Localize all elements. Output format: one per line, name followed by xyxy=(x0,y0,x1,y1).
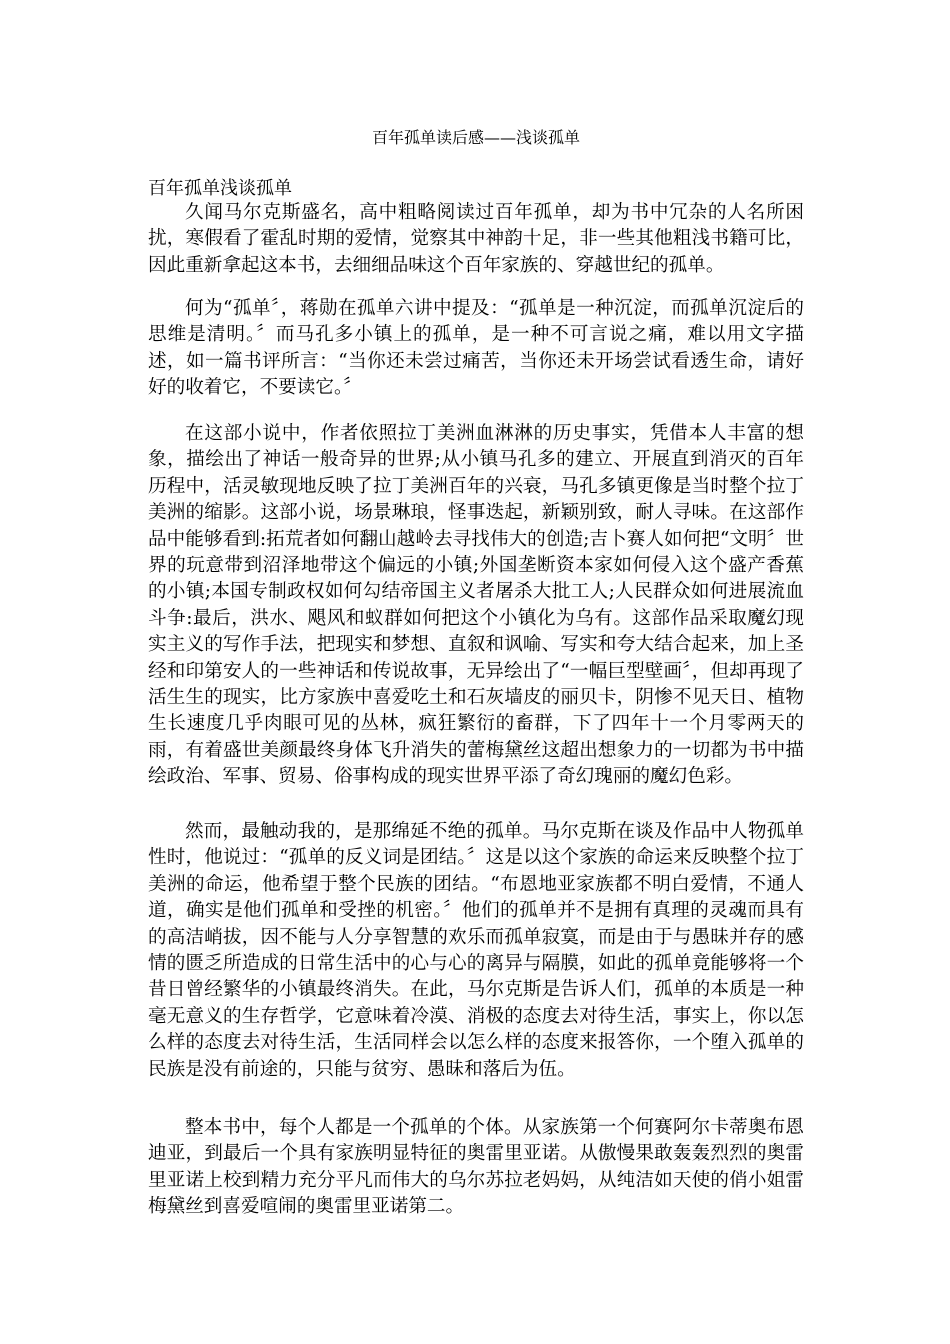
paragraph-2: 何为“孤单〞，蒋勋在孤单六讲中提及：“孤单是一种沉淀，而孤单沉淀后的思维是清明。〞而马孔多小镇上的孤单，是一种不可言说之痛，难以用文字描述，如一篇书评所言：“当你还未尝过痛苦，当你还未开场尝试看透生命，请好好的收着它，不要读它。〞 xyxy=(148,298,804,399)
paragraph-3: 在这部小说中，作者依照拉丁美洲血淋淋的历史事实，凭借本人丰富的想象，描绘出了神话一般奇异的世界;从小镇马孔多的建立、开展直到消灭的百年历程中，活灵敏现地反映了拉丁美洲百年的兴衰，马孔多镇更像是当时整个拉丁美洲的缩影。这部小说，场景琳琅，怪事迭起，新颖别致，耐人寻味。在这部作品中能够看到:拓荒者如何翻山越岭去寻找伟大的创造;吉卜赛人如何把“文明〞世界的玩意带到沼泽地带这个偏远的小镇;外国垄断资本家如何侵入这个盛产香蕉的小镇;本国专制政权如何勾结帝国主义者屠杀大批工人;人民群众如何进展流血斗争:最后，洪水、飓风和蚁群如何把这个小镇化为乌有。这部作品采取魔幻现实主义的写作手法，把现实和梦想、直叙和讽喻、写实和夸大结合起来，加上圣经和印第安人的一些神话和传说故事，无异绘出了“一幅巨型壁画〞，但却再现了活生生的现实，比方家族中喜爱吃土和石灰墙皮的丽贝卡，阴惨不见天日、植物生长速度几乎肉眼可见的丛林，疯狂繁衍的畜群，下了四年十一个月零两天的雨，有着盛世美颜最终身体飞升消失的蕾梅黛丝这超出想象力的一切都为书中描绘政治、军事、贸易、俗事构成的现实世界平添了奇幻瑰丽的魔幻色彩。 xyxy=(148,423,804,788)
document-title: 百年孤单读后感——浅谈孤单 xyxy=(371,128,580,147)
paragraph-5: 整本书中，每个人都是一个孤单的个体。从家族第一个何赛阿尔卡蒂奥布恩迪亚，到最后一个具有家族明显特征的奥雷里亚诺。从傲慢果敢轰轰烈烈的奥雷里亚诺上校到精力充分平凡而伟大的乌尔苏拉老妈妈，从纯洁如天使的俏小姐雷梅黛丝到喜爱喧闹的奥雷里亚诺第二。 xyxy=(148,1117,804,1218)
document-subtitle: 百年孤单浅谈孤单 xyxy=(148,178,292,199)
paragraph-4: 然而，最触动我的，是那绵延不绝的孤单。马尔克斯在谈及作品中人物孤单性时，他说过：“孤单的反义词是团结。〞这是以这个家族的命运来反映整个拉丁美洲的命运，他希望于整个民族的团结。“布恩地亚家族都不明白爱情，不通人道，确实是他们孤单和受挫的机密。〞他们的孤单并不是拥有真理的灵魂而具有的高洁峭拔，因不能与人分享智慧的欢乐而孤单寂寞，而是由于与愚昧并存的感情的匮乏所造成的日常生活中的心与心的离异与隔膜，如此的孤单竟能够将一个昔日曾经繁华的小镇最终消失。在此，马尔克斯是告诉人们，孤单的本质是一种毫无意义的生存哲学，它意味着冷漠、消极的态度去对待生活，事实上，你以怎么样的态度去对待生活，生活同样会以怎么样的态度来报答你，一个堕入孤单的民族是没有前途的，只能与贫穷、愚昧和落后为伍。 xyxy=(148,821,804,1080)
paragraph-1: 久闻马尔克斯盛名，高中粗略阅读过百年孤单，却为书中冗杂的人名所困扰，寒假看了霍乱时期的爱情，觉察其中神韵十足，非一些其他粗浅书籍可比，因此重新拿起这本书，去细细品味这个百年家族的、穿越世纪的孤单。 xyxy=(148,202,804,276)
